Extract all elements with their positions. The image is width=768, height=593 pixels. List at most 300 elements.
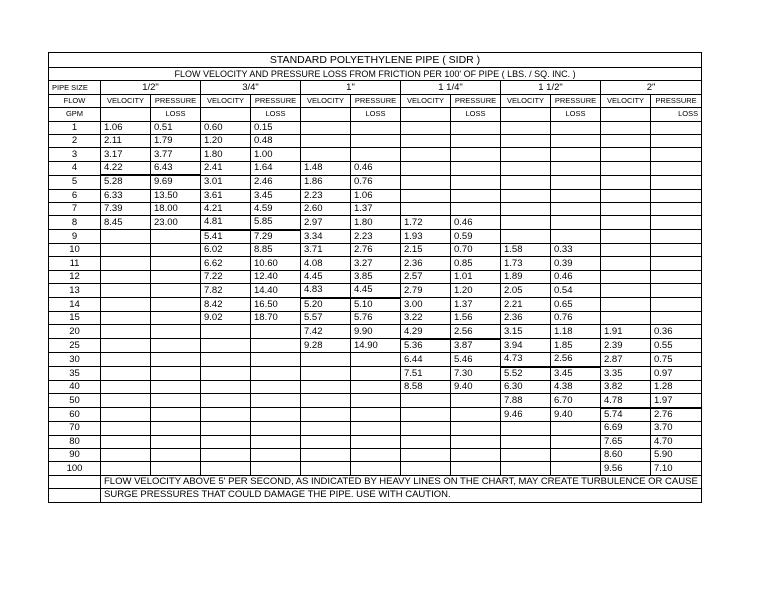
pressure-loss-cell	[351, 134, 401, 147]
pressure-loss-cell: 0.97	[651, 367, 702, 381]
pressure-loss-cell	[251, 325, 301, 339]
velocity-cell: 8.45	[101, 216, 151, 230]
velocity-cell	[301, 462, 351, 475]
table-subtitle: FLOW VELOCITY AND PRESSURE LOSS FROM FRICTION PER 100' OF PIPE ( LBS. / SQ. INC. )	[49, 68, 702, 81]
velocity-cell: 9.28	[301, 339, 351, 353]
pressure-loss-cell: 12.40	[251, 270, 301, 283]
velocity-cell: 6.33	[101, 189, 151, 202]
velocity-cell	[101, 312, 151, 325]
pressure-loss-cell: 1.97	[651, 394, 702, 408]
pressure-loss-cell	[151, 462, 201, 475]
velocity-cell: 3.00	[401, 298, 451, 312]
pressure-header: PRESSURE	[651, 94, 702, 107]
pressure-loss-cell	[451, 175, 501, 189]
pressure-loss-cell	[451, 189, 501, 202]
pressure-loss-cell	[251, 394, 301, 408]
pressure-loss-cell: 3.45	[251, 189, 301, 202]
pressure-loss-cell	[151, 422, 201, 435]
gpm-cell: 25	[49, 339, 101, 353]
pressure-loss-cell	[151, 244, 201, 257]
gpm-cell: 90	[49, 448, 101, 461]
pressure-loss-cell: 0.75	[651, 353, 702, 367]
table-row	[49, 367, 702, 381]
velocity-cell: 4.08	[301, 257, 351, 270]
velocity-cell: 9.56	[601, 462, 651, 475]
velocity-cell: 6.62	[201, 257, 251, 270]
pressure-loss-cell	[651, 257, 702, 270]
velocity-cell: 2.41	[201, 161, 251, 175]
pressure-loss-cell	[151, 257, 201, 270]
pressure-loss-cell: 5.46	[451, 353, 501, 367]
velocity-header: VELOCITY	[501, 94, 551, 107]
pressure-loss-cell: 7.30	[451, 367, 501, 381]
pressure-loss-cell	[251, 367, 301, 381]
pressure-loss-cell: 13.50	[151, 189, 201, 202]
gpm-cell: 3	[49, 148, 101, 161]
gpm-cell: 6	[49, 189, 101, 202]
table-row	[49, 121, 702, 134]
velocity-cell: 3.22	[401, 312, 451, 325]
velocity-cell	[101, 462, 151, 475]
pressure-loss-cell: 8.85	[251, 244, 301, 257]
velocity-cell	[401, 408, 451, 422]
velocity-cell: 1.48	[301, 161, 351, 175]
velocity-cell	[101, 230, 151, 244]
pressure-loss-cell	[251, 380, 301, 393]
pressure-loss-cell	[651, 202, 702, 215]
pressure-loss-cell: 9.90	[351, 325, 401, 339]
pressure-loss-cell: 0.51	[151, 121, 201, 134]
velocity-cell	[201, 408, 251, 422]
velocity-cell	[101, 284, 151, 298]
velocity-cell: 5.36	[401, 339, 451, 353]
velocity-cell: 9.46	[501, 408, 551, 422]
velocity-cell: 4.22	[101, 161, 151, 175]
velocity-cell	[401, 422, 451, 435]
pressure-loss-cell	[651, 230, 702, 244]
gpm-cell: 11	[49, 257, 101, 270]
velocity-cell: 2.79	[401, 284, 451, 298]
size-header: 3/4"	[201, 81, 301, 94]
pressure-loss-cell: 4.70	[651, 435, 702, 448]
velocity-cell: 3.71	[301, 244, 351, 257]
velocity-cell: 3.61	[201, 189, 251, 202]
pressure-loss-cell	[551, 148, 601, 161]
velocity-cell	[201, 462, 251, 475]
pressure-loss-cell: 23.00	[151, 216, 201, 230]
velocity-cell	[501, 448, 551, 461]
velocity-cell	[601, 161, 651, 175]
gpm-cell: 50	[49, 394, 101, 408]
pressure-loss-cell: 6.70	[551, 394, 601, 408]
velocity-cell: 0.60	[201, 121, 251, 134]
velocity-cell: 1.72	[401, 216, 451, 230]
velocity-cell: 3.82	[601, 380, 651, 393]
velocity-cell	[401, 175, 451, 189]
velocity-cell	[401, 161, 451, 175]
velocity-cell	[201, 380, 251, 393]
size-header: 2"	[601, 81, 702, 94]
pressure-loss-cell: 1.80	[351, 216, 401, 230]
gpm-cell: 4	[49, 161, 101, 175]
pressure-loss-cell	[451, 448, 501, 461]
velocity-cell	[201, 339, 251, 353]
velocity-cell: 3.34	[301, 230, 351, 244]
pressure-loss-cell	[351, 394, 401, 408]
pressure-loss-cell: 5.76	[351, 312, 401, 325]
velocity-cell	[201, 435, 251, 448]
pressure-header: PRESSURE	[351, 94, 401, 107]
velocity-header: VELOCITY	[201, 94, 251, 107]
pressure-loss-cell	[151, 284, 201, 298]
velocity-cell: 4.78	[601, 394, 651, 408]
velocity-cell	[301, 422, 351, 435]
pressure-loss-cell	[151, 325, 201, 339]
velocity-cell: 4.45	[301, 270, 351, 283]
pressure-loss-cell	[451, 462, 501, 475]
pressure-loss-cell	[451, 121, 501, 134]
velocity-cell	[601, 189, 651, 202]
velocity-cell	[601, 270, 651, 283]
pressure-loss-cell: 16.50	[251, 298, 301, 312]
table-row	[49, 462, 702, 475]
velocity-cell: 2.21	[501, 298, 551, 312]
pressure-loss-cell	[651, 298, 702, 312]
pressure-header: PRESSURE	[551, 94, 601, 107]
pressure-loss-cell: 18.00	[151, 202, 201, 215]
pressure-loss-cell: 3.45	[551, 367, 601, 381]
table-row	[49, 422, 702, 435]
velocity-cell: 7.88	[501, 394, 551, 408]
pressure-loss-cell	[551, 161, 601, 175]
velocity-cell	[501, 134, 551, 147]
pressure-loss-cell	[551, 175, 601, 189]
gpm-cell: 35	[49, 367, 101, 381]
velocity-cell	[201, 353, 251, 367]
pressure-loss-cell: 1.18	[551, 325, 601, 339]
velocity-cell: 1.06	[101, 121, 151, 134]
pressure-loss-cell: 2.56	[551, 353, 601, 367]
pressure-loss-cell	[451, 161, 501, 175]
pressure-loss-cell	[551, 462, 601, 475]
pressure-loss-cell: 3.70	[651, 422, 702, 435]
gpm-cell: 100	[49, 462, 101, 475]
velocity-cell	[401, 134, 451, 147]
velocity-cell: 1.91	[601, 325, 651, 339]
velocity-cell: 2.36	[501, 312, 551, 325]
pressure-loss-cell: 3.27	[351, 257, 401, 270]
table-row	[49, 380, 702, 393]
pressure-loss-cell	[151, 298, 201, 312]
pressure-loss-cell	[551, 189, 601, 202]
pressure-loss-cell: 1.06	[351, 189, 401, 202]
pressure-loss-cell: 0.36	[651, 325, 702, 339]
pressure-loss-cell	[151, 339, 201, 353]
velocity-cell	[601, 284, 651, 298]
velocity-header: VELOCITY	[401, 94, 451, 107]
pressure-loss-cell	[451, 202, 501, 215]
velocity-cell: 5.41	[201, 230, 251, 244]
pressure-loss-cell: 0.15	[251, 121, 301, 134]
velocity-cell	[601, 175, 651, 189]
loss-header: LOSS	[251, 108, 301, 121]
pressure-loss-cell: 4.38	[551, 380, 601, 393]
gpm-label: GPM	[49, 108, 101, 121]
pressure-loss-cell: 0.65	[551, 298, 601, 312]
velocity-cell: 1.89	[501, 270, 551, 283]
pressure-loss-cell	[551, 216, 601, 230]
caution-note-line-1: FLOW VELOCITY ABOVE 5' PER SECOND, AS INDICATED BY HEAVY LINES ON THE CHART, MAY CREATE TURBULENCE OR CAUSE	[101, 475, 702, 488]
pressure-loss-cell: 2.46	[251, 175, 301, 189]
velocity-cell	[101, 353, 151, 367]
pressure-header: PRESSURE	[151, 94, 201, 107]
pressure-loss-cell	[651, 244, 702, 257]
velocity-cell	[201, 394, 251, 408]
velocity-cell: 7.82	[201, 284, 251, 298]
velocity-cell	[501, 189, 551, 202]
velocity-cell	[201, 325, 251, 339]
pressure-loss-cell: 0.85	[451, 257, 501, 270]
pressure-loss-cell	[551, 134, 601, 147]
pressure-loss-cell: 7.29	[251, 230, 301, 244]
velocity-cell	[301, 448, 351, 461]
velocity-cell	[301, 148, 351, 161]
pressure-loss-cell: 3.77	[151, 148, 201, 161]
velocity-cell	[101, 257, 151, 270]
pressure-loss-cell	[351, 353, 401, 367]
pressure-loss-cell	[551, 448, 601, 461]
size-header: 1/2"	[101, 81, 201, 94]
velocity-cell	[501, 202, 551, 215]
velocity-cell: 6.69	[601, 422, 651, 435]
pressure-loss-cell: 9.40	[451, 380, 501, 393]
pressure-loss-cell	[551, 121, 601, 134]
pressure-loss-cell	[351, 448, 401, 461]
velocity-cell	[501, 121, 551, 134]
pressure-loss-cell	[351, 435, 401, 448]
velocity-cell	[301, 121, 351, 134]
gpm-cell: 40	[49, 380, 101, 393]
velocity-cell: 3.17	[101, 148, 151, 161]
pressure-loss-cell: 9.69	[151, 175, 201, 189]
table-row	[49, 408, 702, 422]
pressure-loss-cell: 1.79	[151, 134, 201, 147]
velocity-cell	[101, 394, 151, 408]
velocity-cell	[601, 230, 651, 244]
pressure-loss-cell: 2.76	[351, 244, 401, 257]
pressure-loss-cell: 0.39	[551, 257, 601, 270]
pressure-loss-cell	[351, 408, 401, 422]
pressure-loss-cell: 18.70	[251, 312, 301, 325]
velocity-cell: 8.58	[401, 380, 451, 393]
pressure-loss-cell: 3.87	[451, 339, 501, 353]
velocity-cell: 1.86	[301, 175, 351, 189]
velocity-cell	[201, 367, 251, 381]
pressure-loss-cell	[451, 408, 501, 422]
pressure-loss-cell: 6.43	[151, 161, 201, 175]
pressure-loss-cell	[151, 394, 201, 408]
pressure-loss-cell	[151, 353, 201, 367]
pipe-chart	[48, 52, 701, 503]
velocity-cell	[101, 408, 151, 422]
pressure-loss-cell	[251, 339, 301, 353]
pressure-loss-cell	[251, 353, 301, 367]
velocity-cell	[501, 161, 551, 175]
pressure-loss-cell	[551, 230, 601, 244]
pressure-loss-cell	[251, 448, 301, 461]
velocity-cell: 5.57	[301, 312, 351, 325]
pressure-loss-cell	[351, 121, 401, 134]
pressure-loss-cell	[651, 216, 702, 230]
velocity-header: VELOCITY	[601, 94, 651, 107]
pressure-loss-cell: 0.46	[551, 270, 601, 283]
pressure-loss-cell	[551, 202, 601, 215]
velocity-cell: 1.93	[401, 230, 451, 244]
caution-note-line-2: SURGE PRESSURES THAT COULD DAMAGE THE PIPE. USE WITH CAUTION.	[101, 489, 702, 502]
pressure-loss-cell	[151, 408, 201, 422]
pressure-loss-cell	[551, 422, 601, 435]
gpm-cell: 12	[49, 270, 101, 283]
gpm-cell: 1	[49, 121, 101, 134]
pressure-loss-cell: 0.55	[651, 339, 702, 353]
pressure-loss-cell: 1.01	[451, 270, 501, 283]
pressure-loss-cell	[651, 312, 702, 325]
velocity-cell	[501, 462, 551, 475]
velocity-cell	[301, 408, 351, 422]
pressure-loss-cell: 0.46	[351, 161, 401, 175]
pressure-loss-cell: 0.33	[551, 244, 601, 257]
velocity-cell	[401, 448, 451, 461]
gpm-cell: 14	[49, 298, 101, 312]
velocity-cell	[401, 202, 451, 215]
pressure-loss-cell	[451, 134, 501, 147]
table-row	[49, 202, 702, 215]
velocity-cell	[101, 422, 151, 435]
velocity-cell	[301, 435, 351, 448]
velocity-cell: 2.23	[301, 189, 351, 202]
velocity-cell	[601, 216, 651, 230]
velocity-cell: 2.97	[301, 216, 351, 230]
pressure-loss-cell: 1.20	[451, 284, 501, 298]
table-row	[49, 325, 702, 339]
table-row	[49, 448, 702, 461]
velocity-cell	[601, 257, 651, 270]
velocity-cell	[301, 380, 351, 393]
velocity-cell: 5.74	[601, 408, 651, 422]
loss-header: LOSS	[651, 108, 702, 121]
velocity-cell	[401, 189, 451, 202]
velocity-cell: 6.44	[401, 353, 451, 367]
pressure-loss-cell	[351, 148, 401, 161]
pressure-loss-cell: 0.59	[451, 230, 501, 244]
pressure-loss-cell: 9.40	[551, 408, 601, 422]
pressure-loss-cell: 5.90	[651, 448, 702, 461]
pressure-loss-cell	[351, 462, 401, 475]
velocity-cell: 6.02	[201, 244, 251, 257]
velocity-cell	[201, 448, 251, 461]
velocity-cell: 7.51	[401, 367, 451, 381]
pressure-loss-cell	[251, 435, 301, 448]
gpm-cell: 15	[49, 312, 101, 325]
flow-label: FLOW	[49, 94, 101, 107]
velocity-cell: 2.36	[401, 257, 451, 270]
velocity-cell: 1.20	[201, 134, 251, 147]
pressure-loss-cell	[451, 394, 501, 408]
pressure-loss-cell: 14.40	[251, 284, 301, 298]
velocity-cell: 7.42	[301, 325, 351, 339]
velocity-cell: 4.29	[401, 325, 451, 339]
velocity-cell	[101, 325, 151, 339]
pressure-loss-cell: 1.28	[651, 380, 702, 393]
pressure-loss-cell: 3.85	[351, 270, 401, 283]
gpm-cell: 9	[49, 230, 101, 244]
pressure-loss-cell	[651, 134, 702, 147]
velocity-cell: 1.73	[501, 257, 551, 270]
table-row	[49, 134, 702, 147]
velocity-cell: 4.81	[201, 216, 251, 230]
pressure-loss-cell	[351, 422, 401, 435]
pressure-loss-cell: 7.10	[651, 462, 702, 475]
pressure-loss-cell	[451, 422, 501, 435]
table-row	[49, 339, 702, 353]
velocity-cell: 3.94	[501, 339, 551, 353]
velocity-cell	[401, 462, 451, 475]
table-row	[49, 216, 702, 230]
pressure-loss-cell	[151, 230, 201, 244]
gpm-cell: 60	[49, 408, 101, 422]
velocity-cell	[501, 148, 551, 161]
velocity-cell	[101, 244, 151, 257]
gpm-cell: 2	[49, 134, 101, 147]
gpm-cell: 80	[49, 435, 101, 448]
pressure-loss-cell: 1.64	[251, 161, 301, 175]
velocity-cell: 2.60	[301, 202, 351, 215]
velocity-cell	[501, 175, 551, 189]
pressure-loss-cell	[151, 312, 201, 325]
velocity-cell: 5.52	[501, 367, 551, 381]
pressure-loss-cell: 0.46	[451, 216, 501, 230]
pipe-size-label: PIPE SIZE	[49, 81, 101, 94]
table-row	[49, 189, 702, 202]
pressure-loss-cell	[451, 148, 501, 161]
pressure-loss-cell	[351, 380, 401, 393]
velocity-cell: 7.65	[601, 435, 651, 448]
velocity-cell: 2.05	[501, 284, 551, 298]
velocity-cell	[501, 230, 551, 244]
velocity-cell: 2.57	[401, 270, 451, 283]
pressure-loss-cell	[251, 422, 301, 435]
pressure-loss-cell	[151, 367, 201, 381]
loss-header: LOSS	[151, 108, 201, 121]
pressure-loss-cell	[551, 435, 601, 448]
pressure-loss-cell: 0.54	[551, 284, 601, 298]
pressure-loss-cell	[651, 270, 702, 283]
velocity-cell: 7.39	[101, 202, 151, 215]
gpm-cell: 5	[49, 175, 101, 189]
table-row	[49, 148, 702, 161]
loss-header: LOSS	[351, 108, 401, 121]
velocity-cell	[601, 121, 651, 134]
pressure-loss-cell: 10.60	[251, 257, 301, 270]
velocity-cell	[301, 353, 351, 367]
velocity-cell	[501, 435, 551, 448]
pressure-loss-cell	[151, 270, 201, 283]
velocity-cell: 1.80	[201, 148, 251, 161]
pressure-header: PRESSURE	[251, 94, 301, 107]
table-row	[49, 353, 702, 367]
velocity-header: VELOCITY	[301, 94, 351, 107]
velocity-cell: 8.42	[201, 298, 251, 312]
